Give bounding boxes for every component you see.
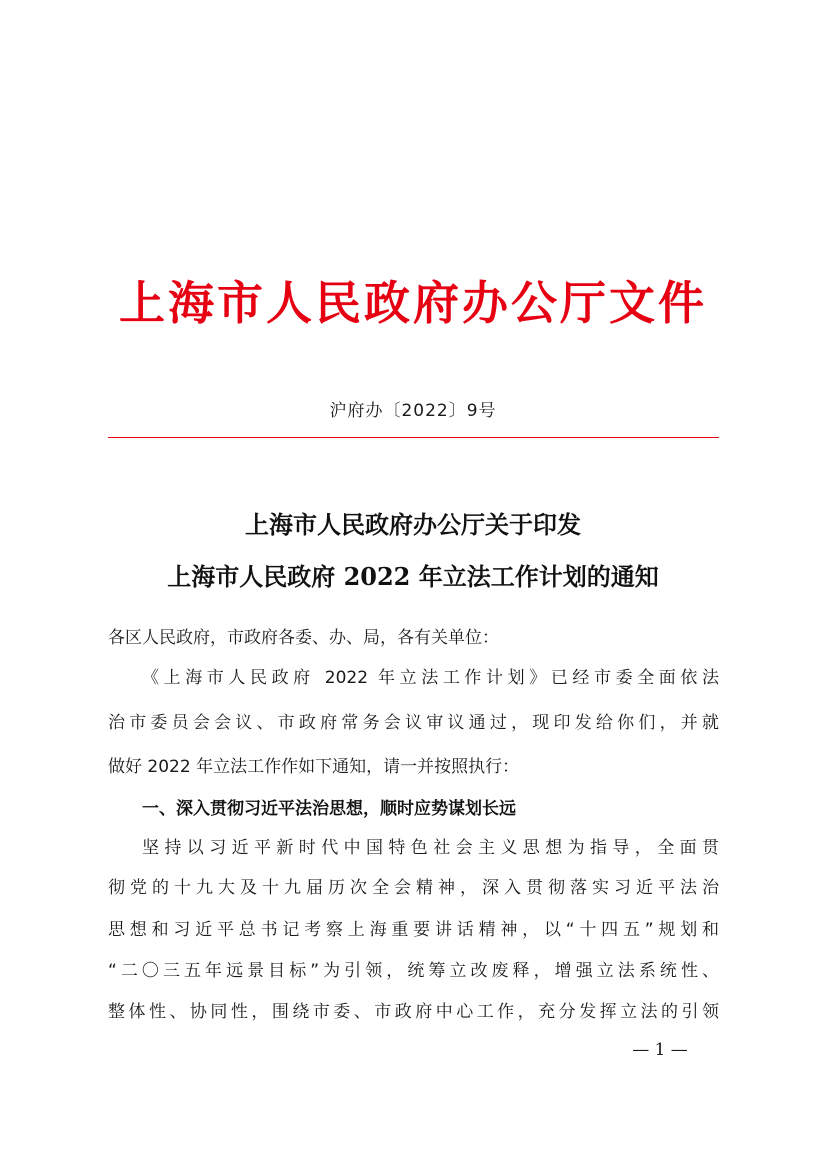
intro-line: 治市委员会会议、市政府常务会议审议通过，现印发给你们，并就 (108, 713, 719, 733)
body-line: 坚持以习近平新时代中国特色社会主义思想为指导，全面贯 (142, 838, 719, 858)
notice-title-line-2: 上海市人民政府 2022 年立法工作计划的通知 (167, 562, 659, 591)
body-line: 整体性、协同性，围绕市委、市政府中心工作，充分发挥立法的引领 (108, 1002, 719, 1022)
section-heading: 一、深入贯彻习近平法治思想，顺时应势谋划长远 (142, 799, 516, 819)
notice-title-line-1: 上海市人民政府办公厅关于印发 (245, 510, 581, 539)
intro-line: 《上海市人民政府 2022 年立法工作计划》已经市委全面依法 (142, 668, 719, 688)
body-line: 彻党的十九大及十九届历次全会精神，深入贯彻落实习近平法治 (108, 878, 719, 898)
masthead-title: 上海市人民政府办公厅文件 (119, 276, 707, 330)
salutation: 各区人民政府，市政府各委、办、局，各有关单位： (108, 628, 499, 648)
body-line: 思想和习近平总书记考察上海重要讲话精神，以“十四五”规划和 (108, 920, 719, 940)
intro-line: 做好 2022 年立法工作作如下通知，请一并按照执行： (108, 757, 520, 777)
document-number: 沪府办〔2022〕9号 (329, 401, 497, 421)
red-divider-line (108, 437, 719, 438)
page-number: — 1 — (632, 1040, 688, 1060)
body-line: “二〇三五年远景目标”为引领，统筹立改废释，增强立法系统性、 (108, 961, 719, 981)
